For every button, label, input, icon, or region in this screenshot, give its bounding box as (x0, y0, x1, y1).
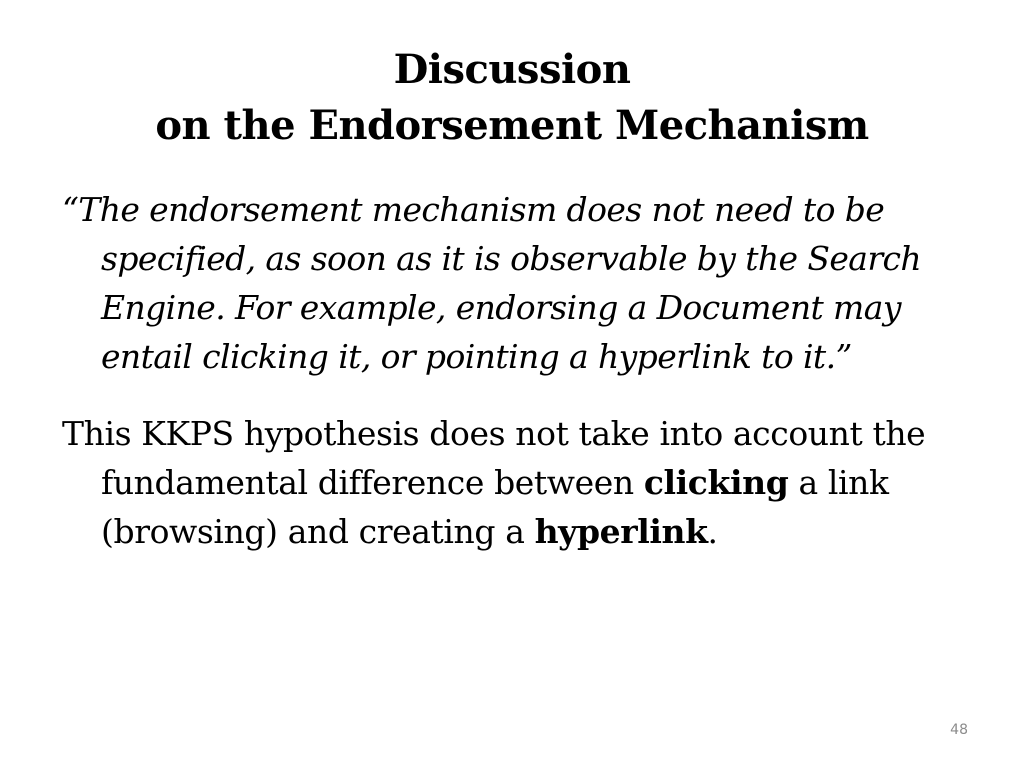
title-line-2: on the Endorsement Mechanism (155, 102, 869, 149)
slide-body (62, 185, 962, 556)
slide-title (60, 42, 964, 154)
quote-paragraph (62, 185, 962, 381)
quote-open-mark: “ (62, 190, 79, 229)
quote-text: The endorsement mechanism does not need to be specified, as soon as it is observable by the Search Engine. For example, endorsing a Document may entail clicking it, or pointing a hyperlink to it. (78, 190, 922, 376)
hypothesis-paragraph (62, 409, 962, 556)
hypothesis-text-3: . (707, 512, 718, 551)
title-line-1: Discussion (393, 46, 631, 93)
hypothesis-text-1: This KKPS hypothesis does not take into account the fundamental difference between (62, 414, 926, 502)
hyperlink-emphasis: hyperlink (534, 512, 708, 551)
hypothesis-text-2: a link (browsing) and creating a (101, 463, 889, 551)
quote-close-mark: ” (835, 337, 852, 376)
clicking-emphasis: clicking (643, 463, 789, 502)
page-number: 48 (950, 722, 968, 738)
